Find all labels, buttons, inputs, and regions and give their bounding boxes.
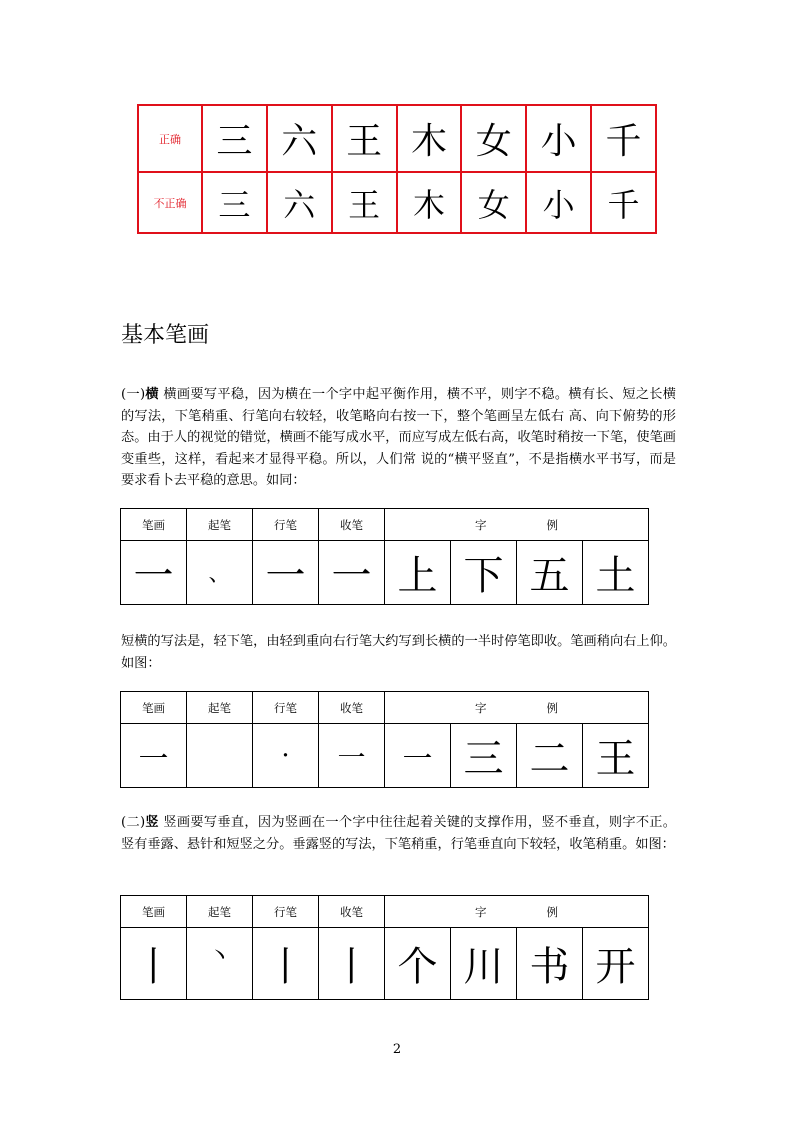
header-examples [385,692,649,724]
move-cell: 一 [253,541,319,605]
char-cell: 木 [397,172,462,233]
paragraph-text: 竖画要写垂直，因为竖画在一个字中往往起着关键的支撑作用，竖不垂直，则字不正。竖有垂露、悬针和短竖之分。垂露竖的写法，下笔稍重，行笔垂直向下较轻，收笔稍重。如图： [121,815,676,852]
paragraph-text: 短横的写法是，轻下笔，由轻到重向右行笔大约写到长横的一半时停笔即收。笔画稍向右上仰。如图： [121,634,676,671]
header-examples [385,509,649,541]
paragraph-prefix: (一) [121,387,146,402]
example-cell: 个 [385,928,451,1000]
paragraph-term: 竖 [145,815,159,830]
table-header-row [121,896,649,928]
example-cell: 二 [517,724,583,788]
paragraph-prefix: (二) [121,815,146,830]
header-stroke: 笔画 [121,896,187,928]
header-start: 起笔 [187,509,253,541]
header-examples-b: 例 [546,904,558,919]
char-cell: 六 [267,105,332,172]
table-row [121,541,649,605]
example-cell: 书 [517,928,583,1000]
example-cell: 川 [451,928,517,1000]
correct-row [138,105,656,172]
example-cell: 王 [583,724,649,788]
stroke-table-shu [120,895,649,1000]
table-row [121,928,649,1000]
char-cell: 女 [461,172,526,233]
paragraph-text: 横画要写平稳，因为横在一个字中起平衡作用，横不平，则字不稳。横有长、短之长横的写法，下笔稍重、行笔向右较轻，收笔略向右按一下，整个笔画呈左低右 高、向下俯势的形态。由于人的视觉的错觉，横画不能写成水平，而应写成左低右高，收笔时稍按一下笔，使笔画变重些，这样，看起来才显得平稳。所以，人们常 说的“横平竖直”，不是指横水平书写，而是要求看卜去平稳的意思。如同： [121,387,676,488]
char-cell: 三 [202,105,267,172]
finish-cell: 丨 [319,928,385,1000]
header-examples-a: 字 [475,517,487,532]
example-cell: 下 [451,541,517,605]
comparison-table [137,104,657,234]
header-examples-b: 例 [546,700,558,715]
example-cell: 上 [385,541,451,605]
header-finish: 收笔 [319,896,385,928]
example-cell: 土 [583,541,649,605]
char-cell: 女 [461,105,526,172]
header-examples-b: 例 [546,517,558,532]
header-finish: 收笔 [319,509,385,541]
start-cell: 丶 [187,928,253,1000]
correct-label: 正确 [138,105,202,172]
char-cell: 千 [591,172,656,233]
move-cell: 丨 [253,928,319,1000]
finish-cell: 一 [319,724,385,788]
table-header-row [121,509,649,541]
example-cell: 一 [385,724,451,788]
header-start: 起笔 [187,692,253,724]
stroke-cell: 一 [121,724,187,788]
table-header-row [121,692,649,724]
header-examples-a: 字 [475,700,487,715]
start-cell [187,724,253,788]
char-cell: 木 [397,105,462,172]
example-cell: 三 [451,724,517,788]
incorrect-row [138,172,656,233]
example-cell: 开 [583,928,649,1000]
stroke-cell: 丨 [121,928,187,1000]
header-examples-a: 字 [475,904,487,919]
paragraph-term: 横 [145,387,159,402]
header-move: 行笔 [253,509,319,541]
header-stroke: 笔画 [121,692,187,724]
header-finish: 收笔 [319,692,385,724]
stroke-cell: 一 [121,541,187,605]
header-move: 行笔 [253,896,319,928]
stroke-table-heng-short [120,691,649,788]
char-cell: 千 [591,105,656,172]
page-number: 2 [392,1042,402,1057]
header-move: 行笔 [253,692,319,724]
incorrect-label: 不正确 [138,172,202,233]
section-heading: 基本笔画 [121,323,210,348]
paragraph-short-heng [121,631,676,674]
char-cell: 王 [332,172,397,233]
paragraph-shu [121,812,676,855]
header-stroke: 笔画 [121,509,187,541]
move-cell: · [253,724,319,788]
char-cell: 王 [332,105,397,172]
char-cell: 小 [526,172,591,233]
char-cell: 六 [267,172,332,233]
start-cell: 、 [187,541,253,605]
header-start: 起笔 [187,896,253,928]
header-examples [385,896,649,928]
finish-cell: 一 [319,541,385,605]
paragraph-heng [121,384,676,492]
char-cell: 三 [202,172,267,233]
char-cell: 小 [526,105,591,172]
stroke-table-heng-long [120,508,649,605]
table-row [121,724,649,788]
example-cell: 五 [517,541,583,605]
